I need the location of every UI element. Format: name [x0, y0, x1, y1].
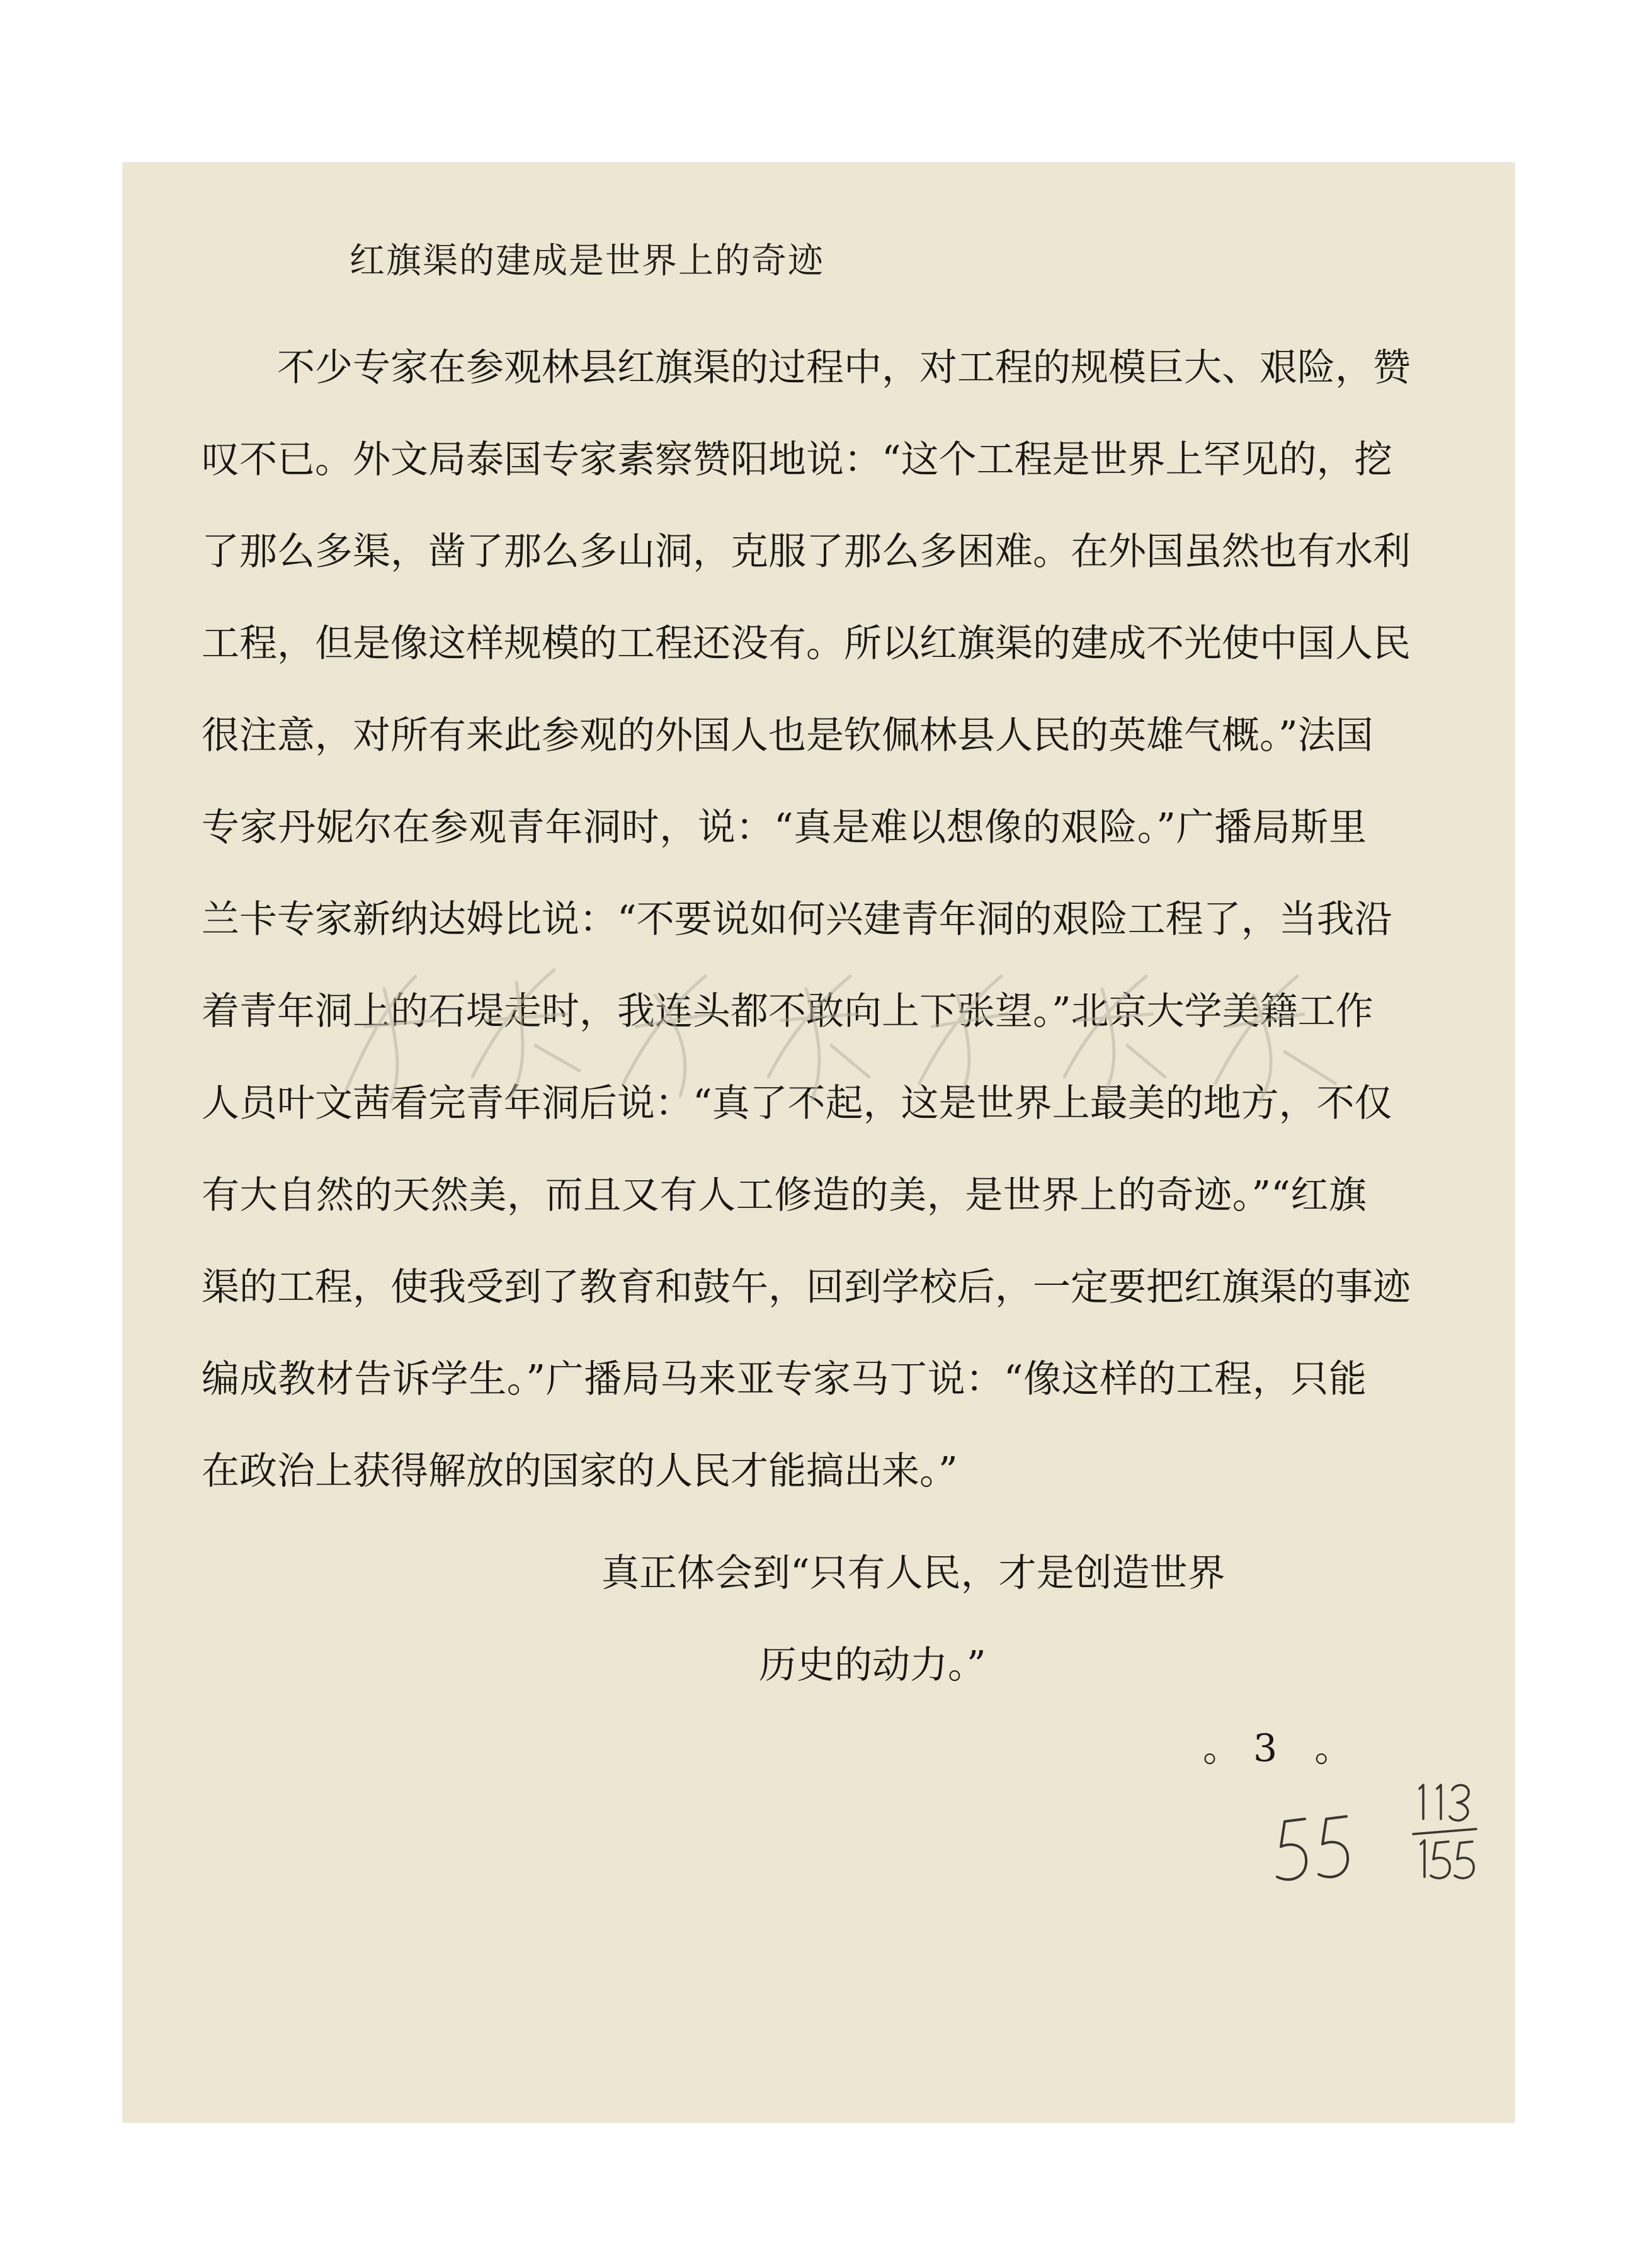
body-line-5: 很注意，对所有来此参观的外国人也是钦佩林县人民的英雄气概。”法国: [202, 714, 1374, 758]
document-title: 红旗渠的建成是世界上的奇迹: [350, 241, 824, 282]
body-line-10: 有大自然的天然美，而且又有人工修造的美，是世界上的奇迹。”“红旗: [202, 1173, 1367, 1217]
body-line-1: 不少专家在参观林县红旗渠的过程中，对工程的规模巨大、艰险，赞: [277, 346, 1411, 390]
body-line-11: 渠的工程，使我受到了教育和鼓午，回到学校后，一定要把红旗渠的事迹: [202, 1265, 1411, 1309]
body-line-4: 工程，但是像这样规模的工程还没有。所以红旗渠的建成不光使中国人民: [202, 622, 1411, 666]
closing-line-2: 历史的动力。”: [759, 1643, 986, 1687]
body-line-9: 人员叶文茜看完青年洞后说：“真了不起，这是世界上最美的地方，不仅: [202, 1081, 1392, 1125]
body-line-7: 兰卡专家新纳达姆比说：“不要说如何兴建青年洞的艰险工程了，当我沿: [202, 898, 1392, 942]
body-line-13: 在政治上获得解放的国家的人民才能搞出来。”: [202, 1449, 958, 1493]
body-line-3: 了那么多渠，凿了那么多山洞，克服了那么多困难。在外国虽然也有水利: [202, 530, 1411, 574]
body-line-6: 专家丹妮尔在参观青年洞时，说：“真是难以想像的艰险。”广播局斯里: [202, 806, 1367, 850]
page-number: 。3 。: [1203, 1726, 1365, 1770]
body-line-2: 叹不已。外文局泰国专家素察赞阳地说：“这个工程是世界上罕见的，挖: [202, 438, 1392, 482]
closing-line-1: 真正体会到“只有人民，才是创造世界: [601, 1551, 1226, 1595]
body-line-8: 着青年洞上的石堤走时，我连头都不敢向上下张望。”北京大学美籍工作: [202, 989, 1374, 1034]
body-line-12: 编成教材告诉学生。”广播局马来亚专家马丁说：“像这样的工程，只能: [202, 1357, 1367, 1401]
